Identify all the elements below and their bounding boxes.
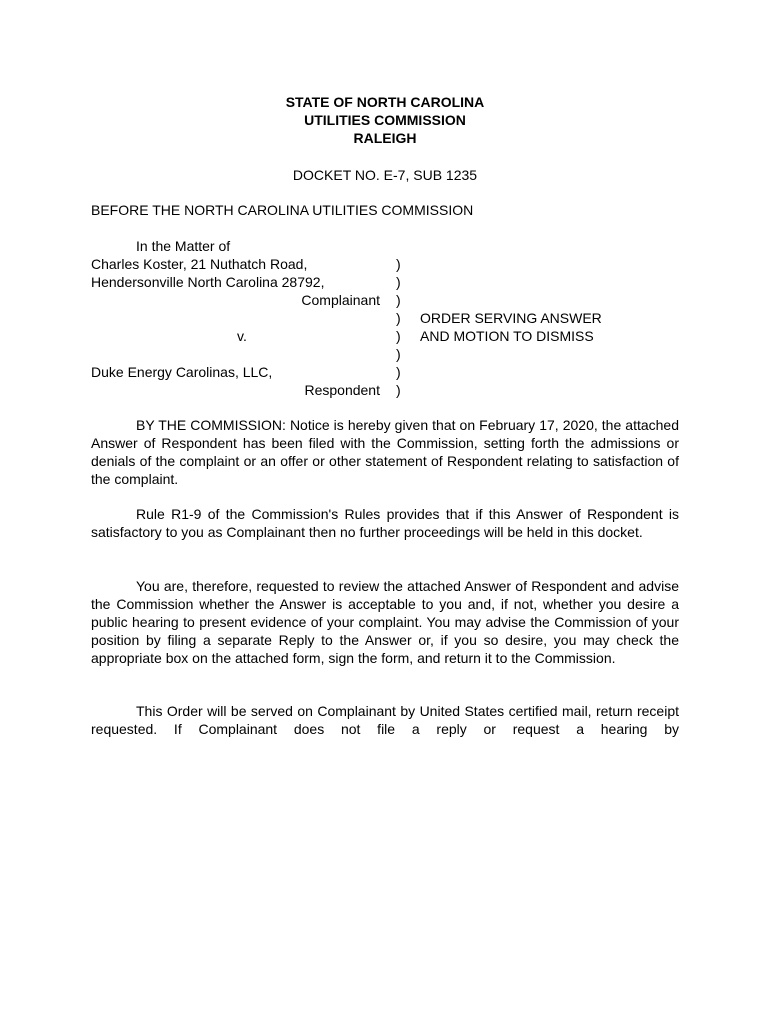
- paragraph-service: This Order will be served on Complainant by United States certified mail, return receipt requested. If Complainant does not file a reply or request a hearing by: [91, 703, 679, 737]
- case-caption: [91, 237, 691, 399]
- caption-complainant-city: Hendersonville North Carolina 28792,: [91, 274, 325, 290]
- before-commission-line: BEFORE THE NORTH CAROLINA UTILITIES COMMISSION: [91, 202, 474, 218]
- order-title-line: AND MOTION TO DISMISS: [420, 328, 594, 344]
- paragraph-rule: Rule R1-9 of the Commission's Rules provides that if this Answer of Respondent is satisfactory to you as Complainant then no further proceedings will be held in this docket.: [91, 506, 679, 540]
- caption-respondent-name: Duke Energy Carolinas, LLC,: [91, 364, 273, 380]
- header-city: RALEIGH: [353, 130, 417, 146]
- caption-matter: In the Matter of: [136, 238, 231, 254]
- order-title: [420, 309, 602, 345]
- caption-parenthesis: ): [396, 292, 401, 308]
- caption-respondent-role: Respondent: [304, 382, 380, 398]
- header-state: STATE OF NORTH CAROLINA: [285, 94, 485, 110]
- caption-parenthesis: ): [396, 382, 401, 398]
- header-commission: UTILITIES COMMISSION: [304, 112, 466, 128]
- caption-parenthesis: ): [396, 364, 401, 380]
- caption-parenthesis: ): [396, 274, 401, 290]
- caption-parenthesis: ): [396, 346, 401, 362]
- docket-number: DOCKET NO. E-7, SUB 1235: [292, 167, 478, 183]
- paragraph-notice: BY THE COMMISSION: Notice is hereby given that on February 17, 2020, the attached Answer of Respondent has been filed with the Commission, setting forth the admissions or denials of the complaint or an offer or other statement of Respondent relating to satisfaction of the complaint.: [91, 417, 679, 487]
- caption-versus: v.: [237, 328, 247, 344]
- order-title-line: ORDER SERVING ANSWER: [420, 310, 602, 326]
- caption-parenthesis: ): [396, 256, 401, 272]
- caption-parenthesis-column: [396, 255, 406, 399]
- caption-parenthesis: ): [396, 328, 401, 344]
- caption-complainant-name: Charles Koster, 21 Nuthatch Road,: [91, 256, 308, 272]
- caption-parenthesis: ): [396, 310, 401, 326]
- caption-complainant-role: Complainant: [301, 292, 380, 308]
- paragraph-request: You are, therefore, requested to review the attached Answer of Respondent and advise the Commission whether the Answer is acceptable to you and, if not, whether you desire a public hearing to present evidence of your complaint. You may advise the Commission of your position by filing a separate Reply to the Answer or, if you so desire, you may check the appropriate box on the attached form, sign the form, and return it to the Commission.: [91, 578, 679, 666]
- document-header: [0, 93, 770, 147]
